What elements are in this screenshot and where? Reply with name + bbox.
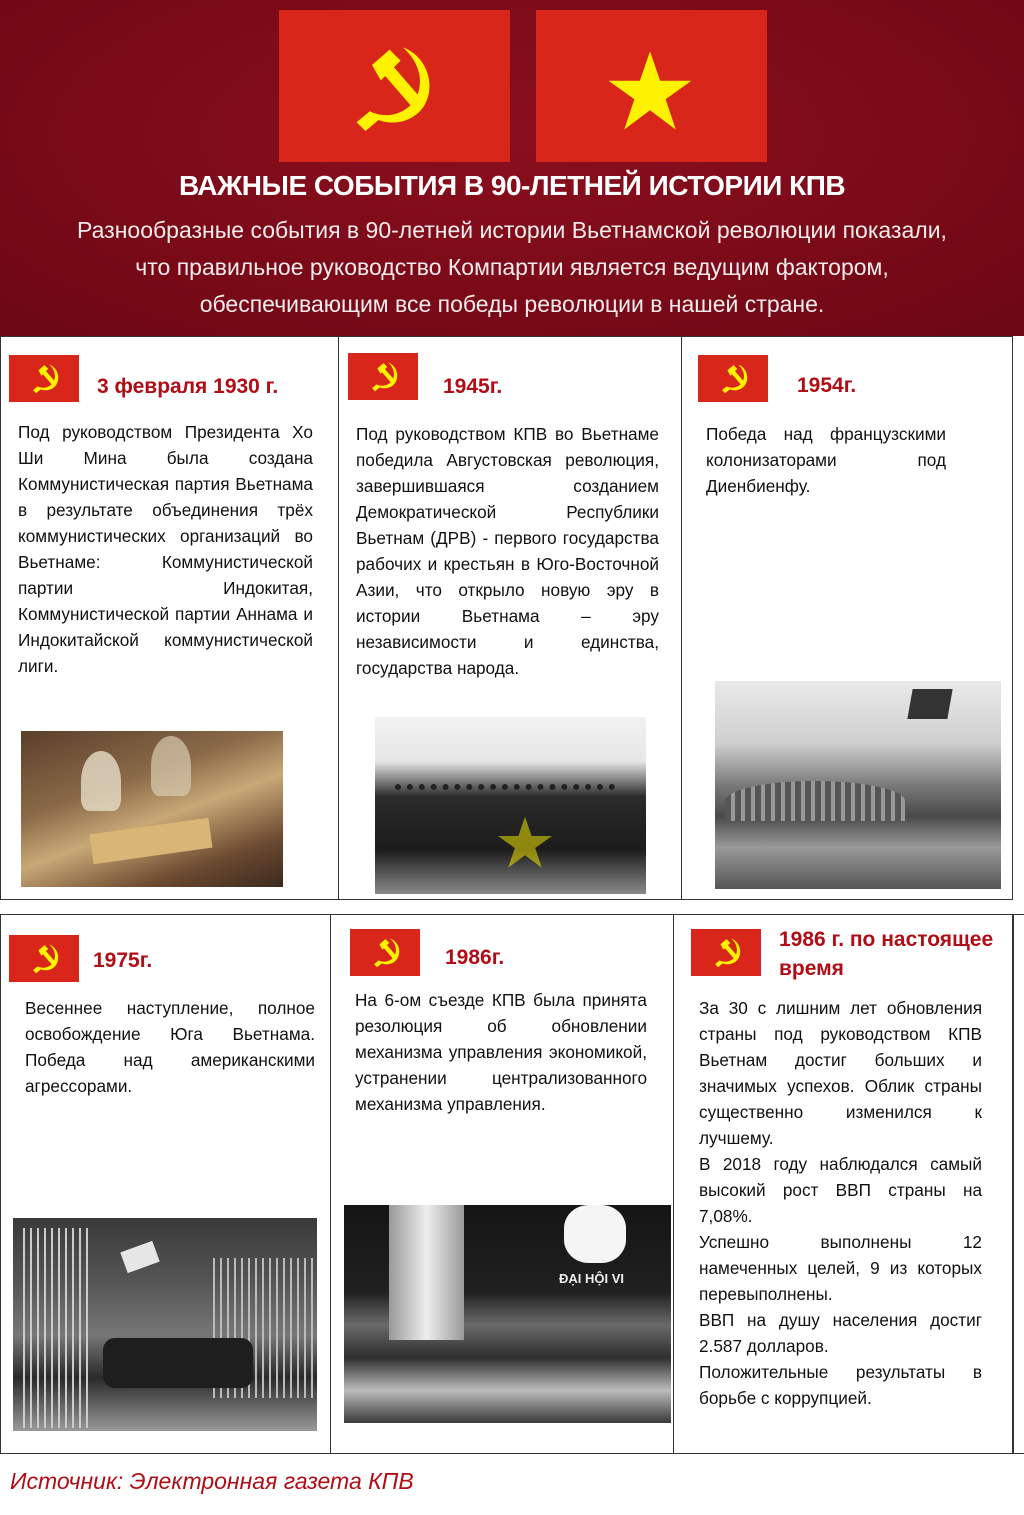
event-card-1945 <box>338 336 682 900</box>
event-date: 1945г. <box>443 375 503 398</box>
header-banner <box>0 0 1024 336</box>
hammer-sickle-icon <box>691 929 761 976</box>
event-card-1954 <box>681 336 1013 900</box>
event-card-1986-present <box>673 914 1024 1454</box>
event-card-1986 <box>330 914 674 1454</box>
page-title: ВАЖНЫЕ СОБЫТИЯ В 90-ЛЕТНЕЙ ИСТОРИИ КПВ <box>178 170 846 201</box>
event-description: На 6-ом съезде КПВ была принята резолюция об обновлении механизма управления экономикой, устранении централизованного механизма управления. <box>355 990 647 1114</box>
event-date: 1986 г. по настоящее время <box>779 928 994 980</box>
hammer-sickle-icon <box>9 355 79 402</box>
party-flag-mini <box>691 929 761 976</box>
hammer-sickle-icon <box>9 935 79 982</box>
hammer-sickle-icon <box>698 355 768 402</box>
event-card-1930 <box>0 336 339 900</box>
party-flag-mini <box>9 355 79 402</box>
event-date: 1954г. <box>797 374 857 397</box>
event-date: 3 февраля 1930 г. <box>97 375 279 398</box>
page-subtitle: Разнообразные события в 90-летней истории Вьетнамской революции показали, что правильное руководство Компартии является ведущим фактором, обеспечивающим все победы революции в нашей стране. <box>77 217 947 317</box>
event-card-1975 <box>0 914 331 1454</box>
photo-dien-bien-phu <box>715 681 1001 889</box>
event-description: Под руководством Президента Хо Ши Мина была создана Коммунистическая партия Вьетнама в результате объединения трёх коммунистических организаций во Вьетнаме: Коммунистической партии Индокитая, Коммунистической партии Аннама и Индокитайской коммунистической лиги. <box>18 422 313 676</box>
card-border-right <box>1012 914 1014 1454</box>
party-flag-mini <box>348 353 418 400</box>
party-flag-mini <box>698 355 768 402</box>
photo-independence-stage <box>375 717 646 894</box>
event-description: Весеннее наступление, полное освобождение Юга Вьетнама. Победа над американскими агрессорами. <box>25 998 315 1096</box>
star-icon <box>536 10 767 162</box>
hammer-sickle-icon <box>350 929 420 976</box>
event-description: Под руководством КПВ во Вьетнаме победила Августовская революция, завершившаяся созданием Демократической Республики Вьетнам (ДРВ) - первого государства рабочих и крестьян в Юго-Восточной Азии, что открыло новую эру в истории Вьетнама – эру независимости и единства, государства народа. <box>356 424 659 678</box>
party-flag-mini <box>350 929 420 976</box>
hammer-sickle-icon <box>279 10 510 162</box>
source-credit: Источник: Электронная газета КПВ <box>10 1468 414 1494</box>
photo-tank-gate <box>13 1218 317 1431</box>
event-date: 1986г. <box>445 946 505 969</box>
vietnam-flag <box>536 10 767 162</box>
photo-founding-meeting <box>21 731 283 887</box>
party-flag-mini <box>9 935 79 982</box>
party-flag <box>279 10 510 162</box>
photo-caption: ĐẠI HỘI VI <box>559 1271 625 1286</box>
event-description: За 30 с лишним лет обновления страны под руководством КПВ Вьетнам достиг больших и значимых успехов. Облик страны существенно изменился к лучшему. В 2018 году наблюдался самый высокий рост ВВП страны на 7,08%. Успешно выполнены 12 намеченных целей, 9 из которых перевыполнены. ВВП на душу населения достиг 2.587 долларов. Положительные результаты в борьбе с коррупцией. <box>699 998 982 1408</box>
photo-sixth-congress <box>344 1205 671 1423</box>
event-date: 1975г. <box>93 949 153 972</box>
hammer-sickle-icon <box>348 353 418 400</box>
event-description: Победа над французскими колонизаторами под Диенбиенфу. <box>706 424 946 496</box>
